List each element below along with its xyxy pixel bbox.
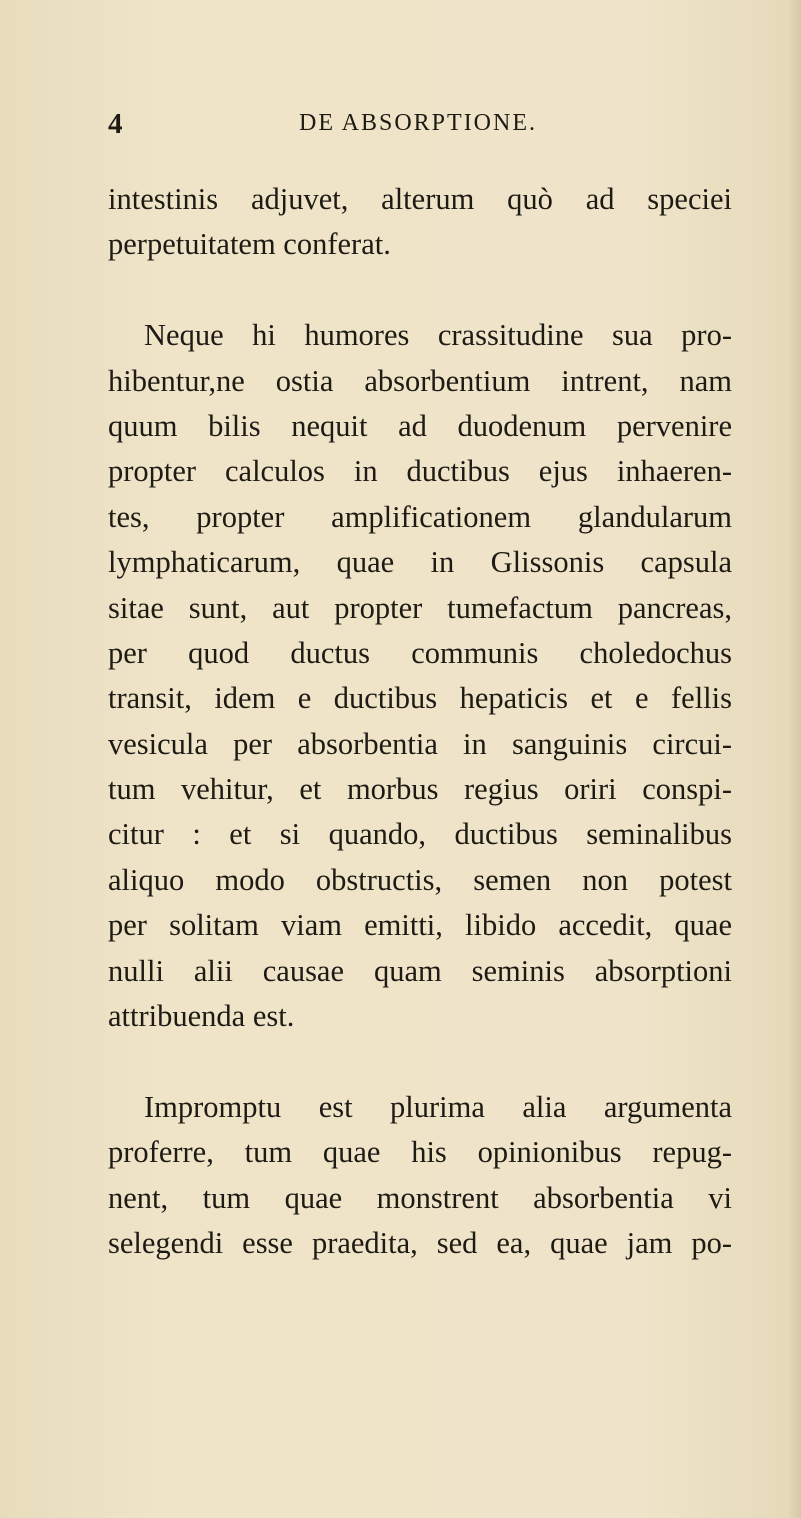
paragraph-2	[108, 313, 732, 1039]
text-line: tum vehitur, et morbus regius oriri conspi-	[108, 772, 732, 807]
text-line: selegendi esse praedita, sed ea, quae jam po-	[108, 1225, 732, 1260]
body-text	[108, 177, 732, 1266]
running-head: DE ABSORPTIONE.	[298, 110, 538, 136]
text-line: perpetuitatem conferat.	[108, 227, 391, 262]
text-line: tes, propter amplificationem glandularum	[108, 499, 732, 534]
text-line: transit, idem e ductibus hepaticis et e fellis	[108, 681, 732, 716]
text-line: propter calculos in ductibus ejus inhaeren-	[108, 454, 732, 489]
page-edge-shadow	[787, 0, 801, 1518]
text-line: Neque hi humores crassitudine sua pro-	[144, 318, 732, 353]
text-line: nulli alii causae quam seminis absorptioni	[108, 953, 732, 988]
paragraph-1	[108, 177, 732, 268]
page-header	[108, 108, 728, 148]
paragraph-gap	[108, 268, 732, 313]
text-line: quum bilis nequit ad duodenum pervenire	[108, 408, 732, 443]
text-line: intestinis adjuvet, alterum quò ad speciei	[108, 182, 732, 216]
paragraph-gap	[108, 1039, 732, 1084]
text-line: hibentur,ne ostia absorbentium intrent, nam	[108, 363, 732, 398]
text-line: aliquo modo obstructis, semen non potest	[108, 862, 732, 897]
paragraph-3	[108, 1085, 732, 1267]
text-line: Impromptu est plurima alia argumenta	[144, 1089, 732, 1124]
text-line: proferre, tum quae his opinionibus repug-	[108, 1135, 732, 1170]
text-line: per quod ductus communis choledochus	[108, 635, 732, 670]
text-line: lymphaticarum, quae in Glissonis capsula	[108, 545, 732, 580]
page-number: 4	[108, 108, 123, 140]
text-line: vesicula per absorbentia in sanguinis circui-	[108, 726, 732, 761]
text-line: per solitam viam emitti, libido accedit, quae	[108, 908, 732, 943]
text-line: nent, tum quae monstrent absorbentia vi	[108, 1180, 732, 1215]
text-line: attribuenda est.	[108, 999, 295, 1034]
text-line: sitae sunt, aut propter tumefactum pancreas,	[108, 590, 732, 625]
text-line: citur : et si quando, ductibus seminalibus	[108, 817, 732, 852]
